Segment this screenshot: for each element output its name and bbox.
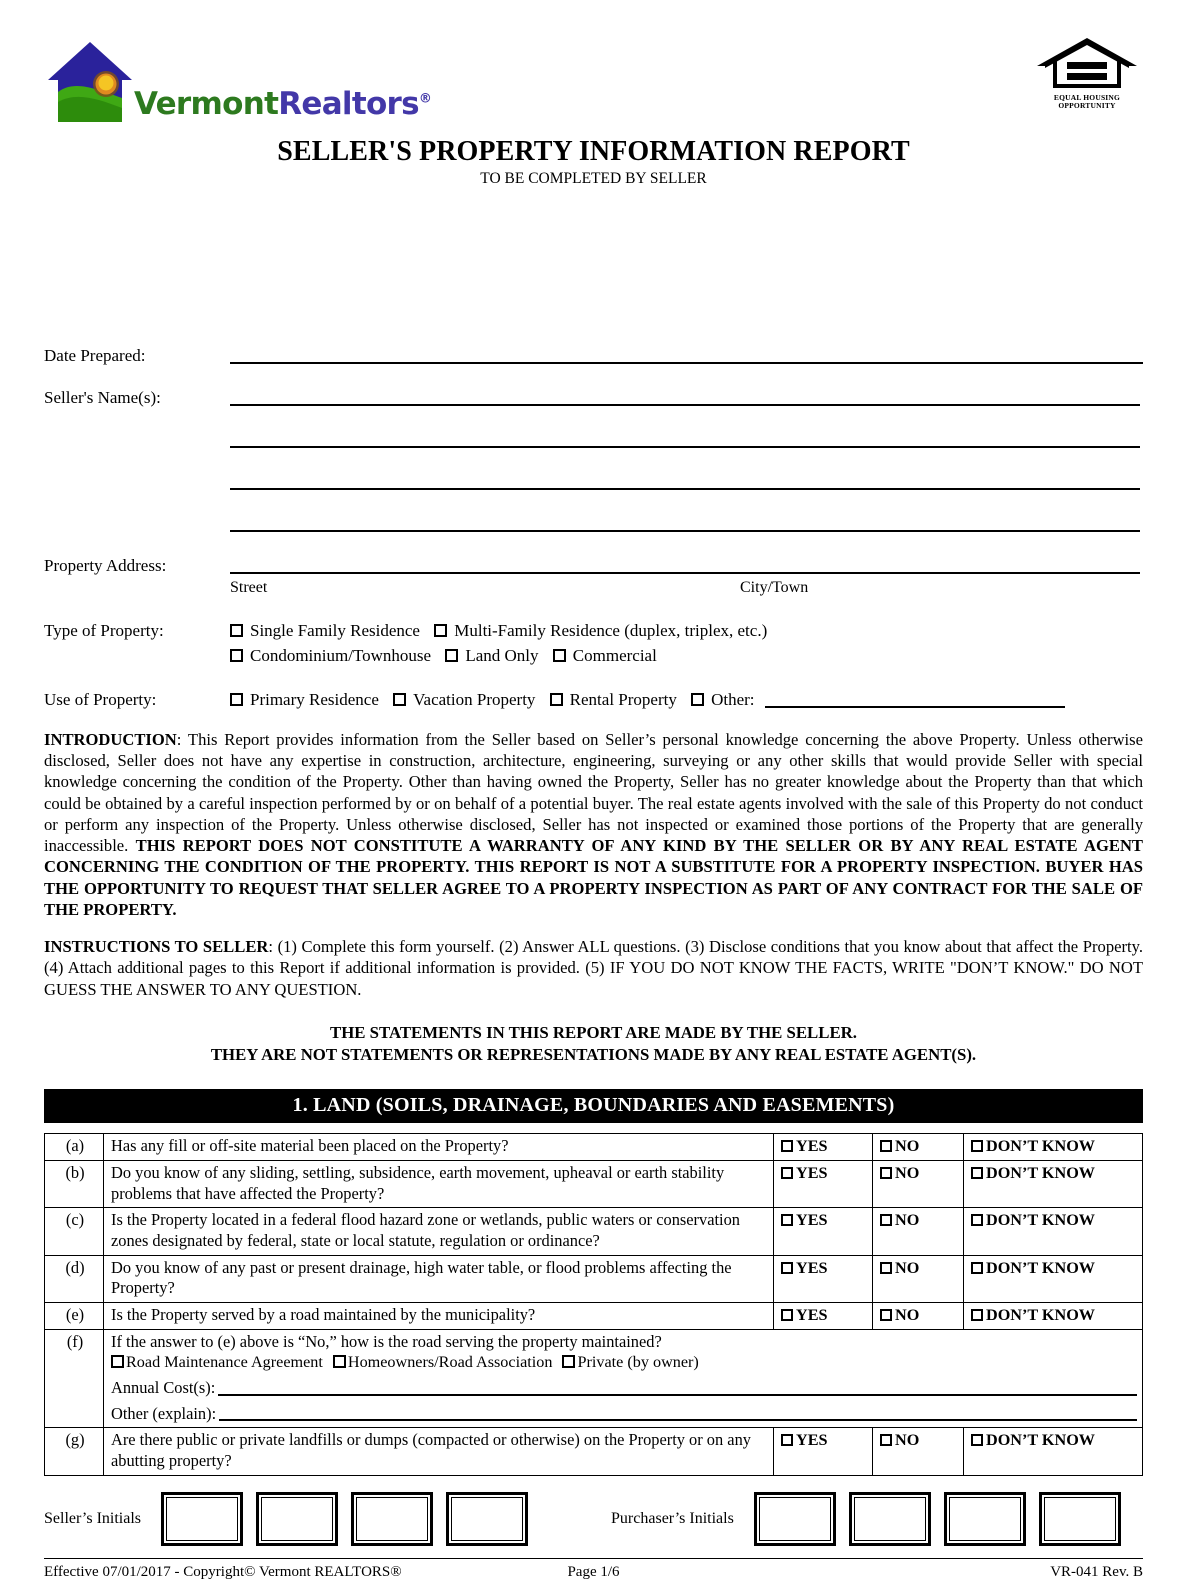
answer-dont-know-cell[interactable] (964, 1303, 1143, 1330)
address-captions (44, 579, 1143, 597)
option-label: Road Maintenance Agreement (126, 1353, 323, 1372)
annual-cost-input[interactable] (218, 1394, 1137, 1396)
question-key: (a) (45, 1134, 104, 1161)
answer-label: NO (895, 1431, 920, 1450)
option-label: Multi-Family Residence (duplex, triplex, etc.) (454, 621, 768, 640)
answer-label: YES (796, 1211, 828, 1230)
checkbox-homeowners-road-association[interactable] (333, 1353, 553, 1371)
use-of-property-options (230, 688, 1143, 713)
property-address-label: Property Address: (44, 556, 167, 576)
seller-names-label: Seller's Name(s): (44, 388, 161, 408)
checkbox-icon[interactable] (562, 1355, 575, 1368)
checkbox-land-only[interactable] (445, 646, 538, 665)
checkbox-icon[interactable] (971, 1262, 983, 1274)
checkbox-icon[interactable] (971, 1214, 983, 1226)
equal-housing-opportunity-logo (1033, 34, 1141, 110)
type-of-property-line1 (230, 619, 1143, 644)
footer-copyright: Effective 07/01/2017 - Copyright© Vermont REALTORS® (44, 1563, 402, 1580)
purchaser-initial-box-3[interactable] (944, 1492, 1026, 1546)
document-footer (44, 1564, 1143, 1581)
checkbox-icon[interactable] (880, 1167, 892, 1179)
answer-label: DON’T KNOW (986, 1164, 1095, 1183)
option-label: Private (by owner) (577, 1353, 699, 1372)
use-of-property-section (0, 688, 1187, 713)
option-label: Homeowners/Road Association (347, 1353, 553, 1372)
type-of-property-label: Type of Property: (44, 621, 164, 640)
question-key: (c) (45, 1208, 104, 1255)
introduction-body: : This Report provides information from the Seller based on Seller’s personal knowledge concerning the above Property. Unless otherwise disclosed, Seller does not have any expertise in construction, architecture, engineering, surveying or any other skills that would provide Seller with special knowledge concerning the condition of the Property. Other than having owned the Property, Seller has no greater knowledge about the Property than that which could be obtained by a careful inspection performed by or on behalf of a potential buyer. The real estate agents involved with the sale of this Property do not conduct or perform any inspection of the Property. Unless otherwise disclosed, Seller has not inspected or examined those portions of the Property that are generally inaccessible. (44, 729, 1143, 856)
seller-names-row-2 (44, 410, 1143, 452)
checkbox-icon[interactable] (111, 1355, 124, 1368)
checkbox-icon[interactable] (393, 693, 406, 706)
checkbox-icon[interactable] (781, 1262, 793, 1274)
checkbox-icon[interactable] (971, 1309, 983, 1321)
table-row (45, 1255, 1143, 1302)
answer-dont-know-cell[interactable] (964, 1161, 1143, 1208)
checkbox-icon[interactable] (880, 1140, 892, 1152)
checkbox-icon[interactable] (434, 624, 447, 637)
use-of-property-row (44, 688, 1143, 713)
footer-divider (44, 1558, 1143, 1559)
option-label: Primary Residence (250, 690, 379, 710)
question-text: Do you know of any past or present drainage, high water table, or flood problems affecting the Property? (104, 1255, 774, 1302)
other-explain-input[interactable] (219, 1419, 1137, 1421)
eho-caption-line2: OPPORTUNITY (1058, 101, 1116, 111)
answer-yes-cell[interactable] (774, 1428, 873, 1475)
other-explain-label: Other (explain): (111, 1403, 217, 1423)
checkbox-single-family-residence[interactable] (230, 621, 420, 640)
logo-word-realtors: Realtors (278, 86, 419, 122)
road-maintenance-cell (104, 1329, 1143, 1427)
checkbox-vacation-property[interactable] (393, 690, 535, 709)
answer-dont-know-cell[interactable] (964, 1428, 1143, 1475)
question-text: Is the Property served by a road maintained by the municipality? (104, 1303, 774, 1330)
checkbox-icon[interactable] (230, 624, 243, 637)
checkbox-icon[interactable] (781, 1309, 793, 1321)
footer-form-id: VR-041 Rev. B (1050, 1563, 1143, 1580)
purchaser-initial-box-4[interactable] (1039, 1492, 1121, 1546)
equal-housing-house-icon (1033, 34, 1141, 90)
answer-no-cell[interactable] (873, 1134, 964, 1161)
answer-label: NO (895, 1164, 920, 1183)
statements-line-1: THE STATEMENTS IN THIS REPORT ARE MADE BY THE SELLER. (330, 1022, 857, 1042)
introduction-paragraph (0, 729, 1187, 920)
seller-initial-box-4[interactable] (446, 1492, 528, 1546)
table-row (45, 1303, 1143, 1330)
instructions-heading: INSTRUCTIONS TO SELLER (44, 937, 269, 957)
date-prepared-row (44, 326, 1143, 368)
seller-initials-boxes (161, 1492, 541, 1546)
question-key: (d) (45, 1255, 104, 1302)
table-row (45, 1134, 1143, 1161)
checkbox-rental-property[interactable] (550, 690, 677, 709)
checkbox-private-by-owner[interactable] (562, 1353, 698, 1371)
checkbox-icon[interactable] (781, 1434, 793, 1446)
answer-no-cell[interactable] (873, 1255, 964, 1302)
annual-cost-label: Annual Cost(s): (111, 1377, 216, 1397)
checkbox-primary-residence[interactable] (230, 690, 379, 709)
road-maintenance-options (111, 1352, 1137, 1372)
property-address-row (44, 536, 1143, 578)
answer-label: YES (796, 1431, 828, 1450)
answer-label: DON’T KNOW (986, 1137, 1095, 1156)
answer-yes-cell[interactable] (774, 1303, 873, 1330)
answer-label: DON’T KNOW (986, 1431, 1095, 1450)
date-prepared-input[interactable] (230, 362, 1143, 364)
logo-trademark: ® (418, 91, 432, 107)
question-key: (e) (45, 1303, 104, 1330)
seller-initial-box-1[interactable] (161, 1492, 243, 1546)
checkbox-icon[interactable] (880, 1214, 892, 1226)
answer-label: DON’T KNOW (986, 1258, 1095, 1277)
checkbox-icon[interactable] (230, 693, 243, 706)
checkbox-icon[interactable] (553, 649, 566, 662)
answer-label: YES (796, 1258, 828, 1277)
statements-line-2: THEY ARE NOT STATEMENTS OR REPRESENTATIONS MADE BY ANY REAL ESTATE AGENT(S). (210, 1044, 977, 1064)
table-row (45, 1161, 1143, 1208)
date-prepared-label: Date Prepared: (44, 346, 146, 366)
checkbox-icon[interactable] (781, 1167, 793, 1179)
purchaser-initial-box-2[interactable] (849, 1492, 931, 1546)
option-label: Commercial (572, 645, 657, 665)
type-of-property-line2 (230, 644, 1143, 669)
answer-dont-know-cell[interactable] (964, 1255, 1143, 1302)
seller-initial-box-3[interactable] (351, 1492, 433, 1546)
answer-dont-know-cell[interactable] (964, 1208, 1143, 1255)
answer-no-cell[interactable] (873, 1303, 964, 1330)
seller-name-input-2[interactable] (230, 446, 1140, 448)
seller-initial-box-2[interactable] (256, 1492, 338, 1546)
checkbox-icon[interactable] (550, 693, 563, 706)
option-label: Single Family Residence (250, 621, 420, 640)
checkbox-icon[interactable] (971, 1434, 983, 1446)
answer-no-cell[interactable] (873, 1428, 964, 1475)
answer-yes-cell[interactable] (774, 1161, 873, 1208)
use-of-property-label: Use of Property: (44, 690, 157, 710)
checkbox-icon[interactable] (781, 1214, 793, 1226)
option-label: Rental Property (569, 690, 677, 710)
checkbox-multi-family-residence[interactable] (434, 621, 767, 640)
checkbox-icon[interactable] (880, 1309, 892, 1321)
purchaser-initial-box-1[interactable] (754, 1492, 836, 1546)
question-key: (g) (45, 1428, 104, 1475)
checkbox-road-maintenance-agreement[interactable] (111, 1353, 323, 1371)
other-explain-row (111, 1404, 1137, 1425)
checkbox-commercial[interactable] (553, 646, 657, 665)
logo-word-vermont: Vermont (134, 86, 279, 122)
seller-name-input-4[interactable] (230, 530, 1140, 532)
initials-section (44, 1492, 1143, 1546)
answer-label: NO (895, 1211, 920, 1230)
answer-label: YES (796, 1306, 828, 1325)
answer-label: DON’T KNOW (986, 1211, 1095, 1230)
spacer-label (44, 450, 230, 452)
answer-label: YES (796, 1164, 828, 1183)
answer-yes-cell[interactable] (774, 1255, 873, 1302)
checkbox-icon[interactable] (781, 1140, 793, 1152)
checkbox-other-use[interactable] (691, 690, 754, 709)
logo-wordmark (134, 86, 432, 122)
road-question-text: If the answer to (e) above is “No,” how is the road serving the property maintained? (111, 1331, 662, 1351)
answer-no-cell[interactable] (873, 1161, 964, 1208)
answer-label: DON’T KNOW (986, 1306, 1095, 1325)
answer-no-cell[interactable] (873, 1208, 964, 1255)
option-label: Vacation Property (413, 690, 536, 710)
answer-label: YES (796, 1137, 828, 1156)
introduction-bold-body: THIS REPORT DOES NOT CONSTITUTE A WARRANTY OF ANY KIND BY THE SELLER OR BY ANY REAL ESTATE AGENT CONCERNING THE CONDITION OF THE PROPERTY. THIS REPORT IS NOT A SUBSTITUTE FOR A PROPERTY INSPECTION. BUYER HAS THE OPPORTUNITY TO REQUEST THAT SELLER AGREE TO A PROPERTY INSPECTION AS PART OF ANY CONTRACT FOR THE SALE OF THE PROPERTY. (44, 836, 1143, 919)
instructions-paragraph (0, 936, 1187, 1000)
document-header (0, 0, 1187, 187)
page-subtitle: TO BE COMPLETED BY SELLER (480, 170, 707, 187)
seller-initials-label: Seller’s Initials (44, 1509, 142, 1527)
checkbox-icon[interactable] (691, 693, 704, 706)
checkbox-icon[interactable] (971, 1140, 983, 1152)
instructions-body: : (1) Complete this form yourself. (2) Answer ALL questions. (3) Disclose conditions that you know about that affect the Property. (4) Attach additional pages to this Report if additional information is provided. (5) IF YOU DO NOT KNOW THE FACTS, WRITE "DON’T KNOW." DO NOT GUESS THE ANSWER TO ANY QUESTION. (44, 937, 1143, 999)
checkbox-icon[interactable] (445, 649, 458, 662)
seller-names-row-1 (44, 368, 1143, 410)
answer-yes-cell[interactable] (774, 1134, 873, 1161)
checkbox-icon[interactable] (333, 1355, 346, 1368)
footer-page-number: Page 1/6 (567, 1563, 620, 1580)
form-fields (0, 326, 1187, 597)
checkbox-icon[interactable] (230, 649, 243, 662)
statements-block (0, 1022, 1187, 1066)
option-label: Condominium/Townhouse (250, 645, 432, 665)
question-text: Are there public or private landfills or dumps (compacted or otherwise) on the Property or on any abutting property? (104, 1428, 774, 1475)
type-of-property-section (0, 619, 1187, 668)
option-label: Land Only (465, 645, 539, 665)
purchaser-initials-boxes (754, 1492, 1134, 1546)
answer-dont-know-cell[interactable] (964, 1134, 1143, 1161)
annual-cost-row (111, 1378, 1137, 1399)
seller-name-input-3[interactable] (230, 488, 1140, 490)
introduction-heading: INTRODUCTION (44, 729, 177, 749)
eho-caption-line1: EQUAL HOUSING (1053, 93, 1121, 102)
seller-names-row-3 (44, 452, 1143, 494)
question-key: (b) (45, 1161, 104, 1208)
question-text: Has any fill or off-site material been placed on the Property? (104, 1134, 774, 1161)
page-title: SELLER'S PROPERTY INFORMATION REPORT (277, 136, 910, 167)
other-use-input[interactable] (765, 692, 1065, 708)
purchaser-initials-label: Purchaser’s Initials (611, 1509, 734, 1527)
street-caption: Street (230, 579, 268, 596)
land-questions-table (44, 1133, 1143, 1475)
table-row (45, 1208, 1143, 1255)
question-text: Do you know of any sliding, settling, subsidence, earth movement, upheaval or earth stability problems that have affected the Property? (104, 1161, 774, 1208)
question-text: Is the Property located in a federal flood hazard zone or wetlands, public waters or conservation zones designated by federal, state or local statute, regulation or ordinance? (104, 1208, 774, 1255)
checkbox-condominium-townhouse[interactable] (230, 646, 431, 665)
table-row (45, 1428, 1143, 1475)
table-row-road-maintenance (45, 1329, 1143, 1427)
option-label: Other: (711, 690, 755, 710)
vermont-realtors-logo (44, 36, 431, 128)
checkbox-icon[interactable] (880, 1262, 892, 1274)
spacer-label (44, 492, 230, 494)
checkbox-icon[interactable] (971, 1167, 983, 1179)
answer-yes-cell[interactable] (774, 1208, 873, 1255)
checkbox-icon[interactable] (880, 1434, 892, 1446)
question-key: (f) (45, 1329, 104, 1427)
answer-label: NO (895, 1137, 920, 1156)
city-town-caption: City/Town (740, 579, 809, 596)
house-logo-icon (44, 36, 136, 128)
answer-label: NO (895, 1306, 920, 1325)
type-of-property-row (44, 619, 1143, 668)
property-address-input[interactable] (230, 572, 1140, 574)
seller-name-input-1[interactable] (230, 404, 1140, 406)
seller-names-row-4 (44, 494, 1143, 536)
section-banner-land: 1. LAND (SOILS, DRAINAGE, BOUNDARIES AND EASEMENTS) (44, 1089, 1143, 1123)
spacer-label (44, 534, 230, 536)
answer-label: NO (895, 1258, 920, 1277)
